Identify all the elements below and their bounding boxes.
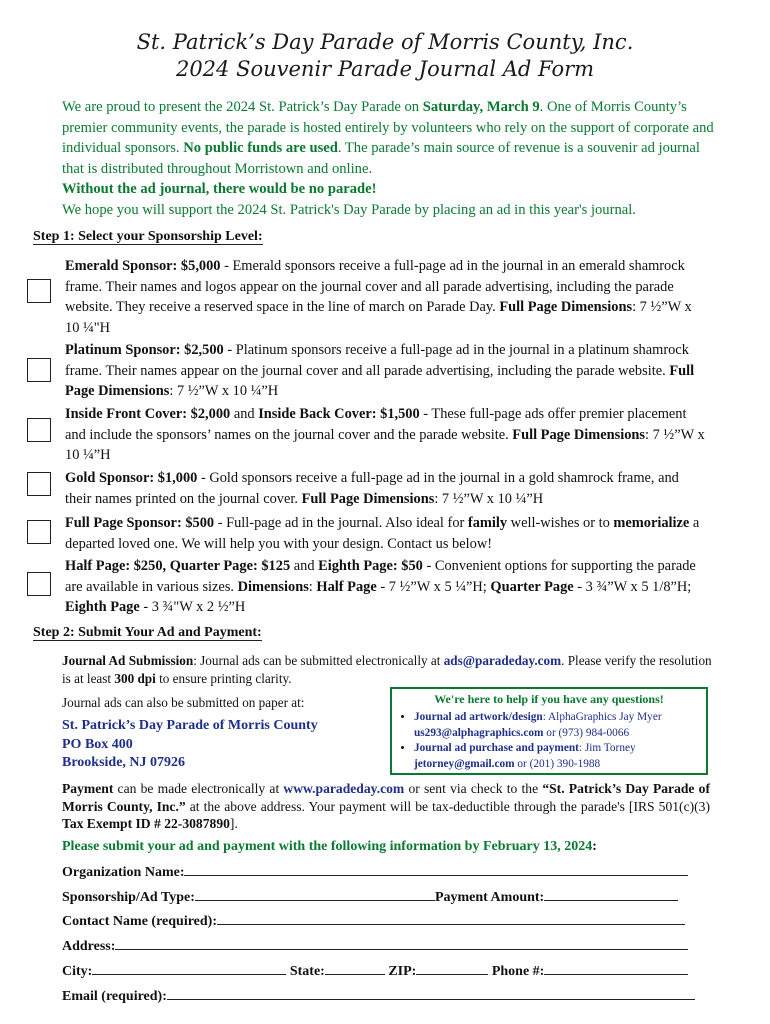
payment-amount-field[interactable] xyxy=(544,886,678,901)
partial-page-checkbox[interactable] xyxy=(27,572,51,596)
email-row xyxy=(62,985,695,1006)
help-item-artwork: • Journal ad artwork/design: AlphaGraphics Jay Myer us293@alphagraphics.com or (973) 984-0066 xyxy=(414,710,698,741)
submission-paragraph: Journal Ad Submission: Journal ads can be submitted electronically at ads@paradeday.com. Please verify the resolution is at least 300 dpi to ensure printing clarity. xyxy=(62,653,712,686)
page-subtitle: 2024 Souvenir Parade Journal Ad Form xyxy=(175,57,595,81)
contact-name-field[interactable] xyxy=(217,910,685,925)
step1-heading: Step 1: Select your Sponsorship Level: xyxy=(33,229,263,244)
page-title: St. Patrick’s Day Parade of Morris County, Inc. xyxy=(136,30,634,54)
option-partial-page: Half Page: $250, Quarter Page: $125 and Eighth Page: $50 - Convenient options for supporting the parade are available in various sizes. Dimensions: Half Page - 7 ½”W x 5 ¼”H; Quarter Page - 3 ¾”W x 5 1/8”H; Eighth Page - 3 ¾"W x 2 ½”H xyxy=(65,558,696,615)
address-row xyxy=(62,935,688,956)
address-field[interactable] xyxy=(115,935,688,950)
intro-text: . The parade’s main source of revenue is a souvenir ad journal that is distributed throughout Morristown and online. xyxy=(62,140,700,177)
sponsorship-type-label: Sponsorship/Ad Type: xyxy=(62,890,195,905)
intro-closing: We hope you will support the 2024 St. Patrick's Day Parade by placing an ad in this year's journal. xyxy=(62,201,636,218)
help-box xyxy=(390,687,708,775)
org-name-row xyxy=(62,861,688,882)
gold-checkbox[interactable] xyxy=(27,472,51,496)
sponsorship-type-field[interactable] xyxy=(195,886,435,901)
city-label: City: xyxy=(62,964,93,979)
option-full-page: Full Page Sponsor: $500 - Full-page ad in the journal. Also ideal for family well-wishes or to memorialize a departed loved one. We will help you with your design. Contact us below! xyxy=(65,515,700,552)
no-public-funds-text: No public funds are used xyxy=(183,140,338,156)
option-emerald: Emerald Sponsor: $5,000 - Emerald sponsors receive a full-page ad in the journal in an emerald shamrock frame. Their names and logos appear on the journal cover and all parade advertising, including the parade website. They receive a reserved space in the line of march on Parade Day. Full Page Dimensions: 7 ½”W x 10 ¼"H xyxy=(65,258,692,336)
state-field[interactable] xyxy=(325,960,385,975)
submit-deadline: Please submit your ad and payment with the following information by February 13, 2024: xyxy=(62,839,597,854)
intro-text: . One of Morris County’s premier community events, the parade is hosted entirely by volunteers who rely on the support of corporate and individual sponsors. xyxy=(62,99,714,156)
help-box-header: We're here to help if you have any questions! xyxy=(434,692,664,706)
help-item-payment: • Journal ad purchase and payment: Jim Torney jetorney@gmail.com or (201) 390-1988 xyxy=(414,741,698,772)
option-inside-cover: Inside Front Cover: $2,000 and Inside Back Cover: $1,500 - These full-page ads offer premier placement and include the sponsors’ names on the journal cover and the parade website. Full Page Dimensions: 7 ½”W x 10 ¼”H xyxy=(65,406,705,463)
step2-heading: Step 2: Submit Your Ad and Payment: xyxy=(33,625,262,640)
option-platinum: Platinum Sponsor: $2,500 - Platinum sponsors receive a full-page ad in the journal in a platinum shamrock frame. Their names appear on the journal cover and all parade advertising, including the parade website. Full Page Dimensions: 7 ½”W x 10 ¼”H xyxy=(65,342,695,399)
parade-date: Saturday, March 9 xyxy=(422,99,540,115)
city-state-zip-row xyxy=(62,960,688,981)
state-label: State: xyxy=(289,964,325,979)
full-page-checkbox[interactable] xyxy=(27,520,51,544)
mailing-address: St. Patrick’s Day Parade of Morris County PO Box 400 Brookside, NJ 07926 xyxy=(62,718,318,770)
zip-field[interactable] xyxy=(416,960,488,975)
option-gold: Gold Sponsor: $1,000 - Gold sponsors receive a full-page ad in the journal in a gold shamrock frame, and their names printed on the journal cover. Full Page Dimensions: 7 ½”W x 10 ¼”H xyxy=(65,470,679,507)
intro-emphasis: Without the ad journal, there would be no parade! xyxy=(62,181,377,197)
emerald-checkbox[interactable] xyxy=(27,279,51,303)
payment-paragraph: Payment can be made electronically at www.paradeday.com or sent via check to the “St. Patrick’s Day Parade of Morris County, Inc.” at the above address. Your payment will be tax-deductible through the parade's [IRS 501(c)(3) Tax Exempt ID # 22-3087890]. xyxy=(62,781,710,831)
city-field[interactable] xyxy=(92,960,286,975)
email-label: Email (required): xyxy=(62,989,167,1004)
contact-row xyxy=(62,910,685,931)
address-label: Address: xyxy=(62,939,116,954)
torney-email-link[interactable]: jetorney@gmail.com xyxy=(414,757,515,770)
intro-paragraph xyxy=(62,97,722,220)
org-name-field[interactable] xyxy=(184,861,688,876)
zip-label: ZIP: xyxy=(388,964,417,979)
email-field[interactable] xyxy=(167,985,695,1000)
ads-email-link[interactable]: ads@paradeday.com xyxy=(443,653,562,668)
intro-text: We are proud to present the 2024 St. Patrick’s Day Parade on xyxy=(62,99,423,115)
phone-field[interactable] xyxy=(544,960,688,975)
org-name-label: Organization Name: xyxy=(62,865,185,880)
paper-submission-text: Journal ads can also be submitted on paper at: xyxy=(62,695,305,710)
inside-cover-checkbox[interactable] xyxy=(27,418,51,442)
alphagraphics-email-link[interactable]: us293@alphagraphics.com xyxy=(414,726,544,739)
payment-amount-label: Payment Amount: xyxy=(434,890,545,905)
paradeday-link[interactable]: www.paradeday.com xyxy=(283,781,405,796)
platinum-checkbox[interactable] xyxy=(27,358,51,382)
type-amount-row xyxy=(62,886,678,907)
phone-label: Phone #: xyxy=(491,964,545,979)
contact-name-label: Contact Name (required): xyxy=(62,914,218,929)
